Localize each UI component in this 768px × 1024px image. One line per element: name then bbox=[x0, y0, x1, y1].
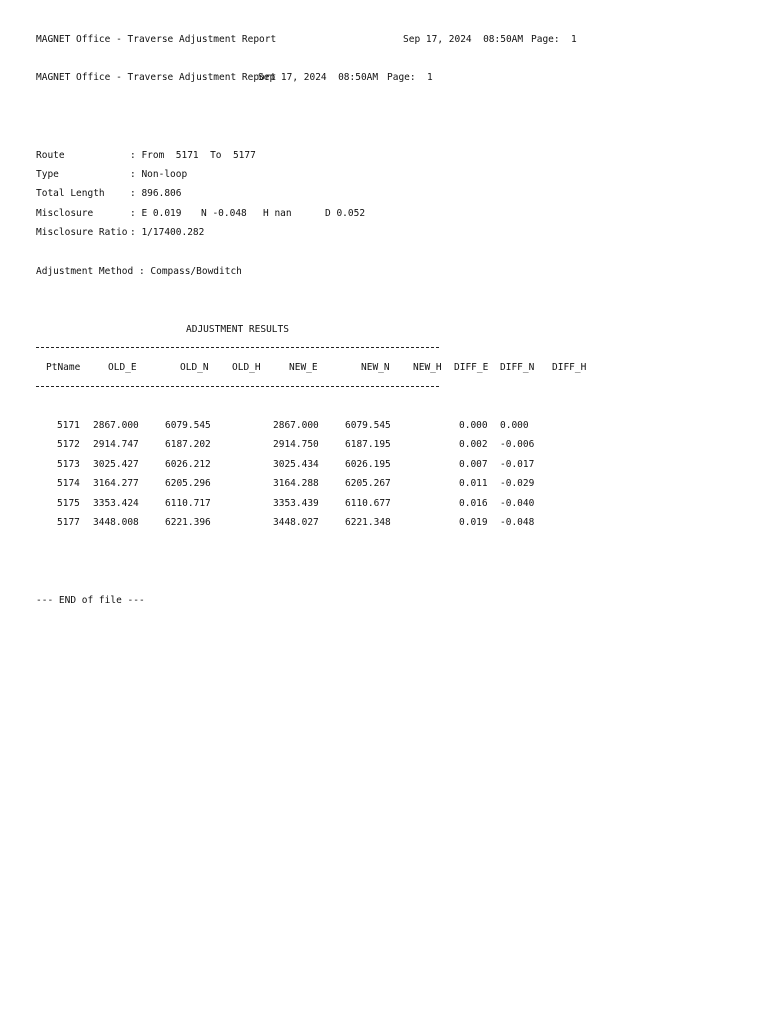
table-cell-ptname: 5177 bbox=[57, 517, 80, 528]
page-number-repeat: Page: 1 bbox=[387, 72, 433, 83]
table-cell-new-e: 3025.434 bbox=[273, 459, 319, 470]
page-number: Page: 1 bbox=[531, 34, 577, 45]
misclosure-label: Misclosure bbox=[36, 208, 94, 219]
route-value: : From 5171 To 5177 bbox=[130, 150, 256, 161]
report-title-repeat: MAGNET Office - Traverse Adjustment Report bbox=[36, 72, 277, 83]
table-cell-diff-n: -0.040 bbox=[500, 498, 535, 509]
table-cell-diff-e: 0.000 bbox=[459, 420, 488, 431]
table-cell-old-n: 6079.545 bbox=[165, 420, 211, 431]
col-header-new-h: NEW_H bbox=[413, 362, 442, 373]
report-datetime-repeat: Sep 17, 2024 08:50AM bbox=[258, 72, 379, 83]
table-cell-ptname: 5174 bbox=[57, 478, 80, 489]
table-cell-ptname: 5172 bbox=[57, 439, 80, 450]
table-cell-old-n: 6187.202 bbox=[165, 439, 211, 450]
misclosure-n: N -0.048 bbox=[201, 208, 247, 219]
route-label: Route bbox=[36, 150, 65, 161]
table-cell-old-e: 3353.424 bbox=[93, 498, 139, 509]
report-datetime: Sep 17, 2024 08:50AM bbox=[403, 34, 524, 45]
table-divider-top bbox=[36, 347, 439, 348]
table-cell-diff-n: 0.000 bbox=[500, 420, 529, 431]
table-cell-diff-e: 0.007 bbox=[459, 459, 488, 470]
table-cell-ptname: 5175 bbox=[57, 498, 80, 509]
table-cell-old-n: 6205.296 bbox=[165, 478, 211, 489]
table-cell-old-n: 6221.396 bbox=[165, 517, 211, 528]
report-title: MAGNET Office - Traverse Adjustment Report bbox=[36, 34, 277, 45]
table-cell-new-e: 3353.439 bbox=[273, 498, 319, 509]
table-cell-new-n: 6110.677 bbox=[345, 498, 391, 509]
col-header-diff-e: DIFF_E bbox=[454, 362, 489, 373]
table-cell-old-e: 3448.008 bbox=[93, 517, 139, 528]
table-cell-diff-e: 0.019 bbox=[459, 517, 488, 528]
col-header-new-n: NEW_N bbox=[361, 362, 390, 373]
table-cell-diff-e: 0.016 bbox=[459, 498, 488, 509]
col-header-diff-n: DIFF_N bbox=[500, 362, 535, 373]
col-header-old-n: OLD_N bbox=[180, 362, 209, 373]
type-label: Type bbox=[36, 169, 59, 180]
table-cell-old-e: 2914.747 bbox=[93, 439, 139, 450]
table-cell-new-n: 6079.545 bbox=[345, 420, 391, 431]
table-cell-new-e: 2867.000 bbox=[273, 420, 319, 431]
table-cell-diff-n: -0.048 bbox=[500, 517, 535, 528]
table-cell-new-e: 2914.750 bbox=[273, 439, 319, 450]
table-cell-old-n: 6026.212 bbox=[165, 459, 211, 470]
table-cell-diff-n: -0.006 bbox=[500, 439, 535, 450]
table-cell-new-e: 3164.288 bbox=[273, 478, 319, 489]
misclosure-d: D 0.052 bbox=[325, 208, 366, 219]
col-header-new-e: NEW_E bbox=[289, 362, 318, 373]
col-header-old-h: OLD_H bbox=[232, 362, 261, 373]
misclosure-e: : E 0.019 bbox=[130, 208, 182, 219]
col-header-ptname: PtName bbox=[46, 362, 81, 373]
table-cell-new-n: 6187.195 bbox=[345, 439, 391, 450]
table-cell-ptname: 5171 bbox=[57, 420, 80, 431]
end-of-file: --- END of file --- bbox=[36, 595, 145, 606]
results-title: ADJUSTMENT RESULTS bbox=[186, 324, 289, 335]
misclosure-ratio-label: Misclosure Ratio bbox=[36, 227, 128, 238]
table-cell-diff-n: -0.017 bbox=[500, 459, 535, 470]
table-cell-old-e: 3025.427 bbox=[93, 459, 139, 470]
misclosure-h: H nan bbox=[263, 208, 292, 219]
misclosure-ratio-value: : 1/17400.282 bbox=[130, 227, 205, 238]
table-cell-diff-n: -0.029 bbox=[500, 478, 535, 489]
table-cell-new-e: 3448.027 bbox=[273, 517, 319, 528]
table-cell-new-n: 6221.348 bbox=[345, 517, 391, 528]
table-cell-diff-e: 0.011 bbox=[459, 478, 488, 489]
table-cell-new-n: 6205.267 bbox=[345, 478, 391, 489]
adjustment-method: Adjustment Method : Compass/Bowditch bbox=[36, 266, 242, 277]
col-header-old-e: OLD_E bbox=[108, 362, 137, 373]
total-length-label: Total Length bbox=[36, 188, 105, 199]
total-length-value: : 896.806 bbox=[130, 188, 182, 199]
table-cell-ptname: 5173 bbox=[57, 459, 80, 470]
table-cell-old-e: 2867.000 bbox=[93, 420, 139, 431]
table-cell-old-e: 3164.277 bbox=[93, 478, 139, 489]
col-header-diff-h: DIFF_H bbox=[552, 362, 587, 373]
type-value: : Non-loop bbox=[130, 169, 188, 180]
table-cell-diff-e: 0.002 bbox=[459, 439, 488, 450]
table-cell-old-n: 6110.717 bbox=[165, 498, 211, 509]
table-divider-bottom bbox=[36, 386, 439, 387]
table-cell-new-n: 6026.195 bbox=[345, 459, 391, 470]
